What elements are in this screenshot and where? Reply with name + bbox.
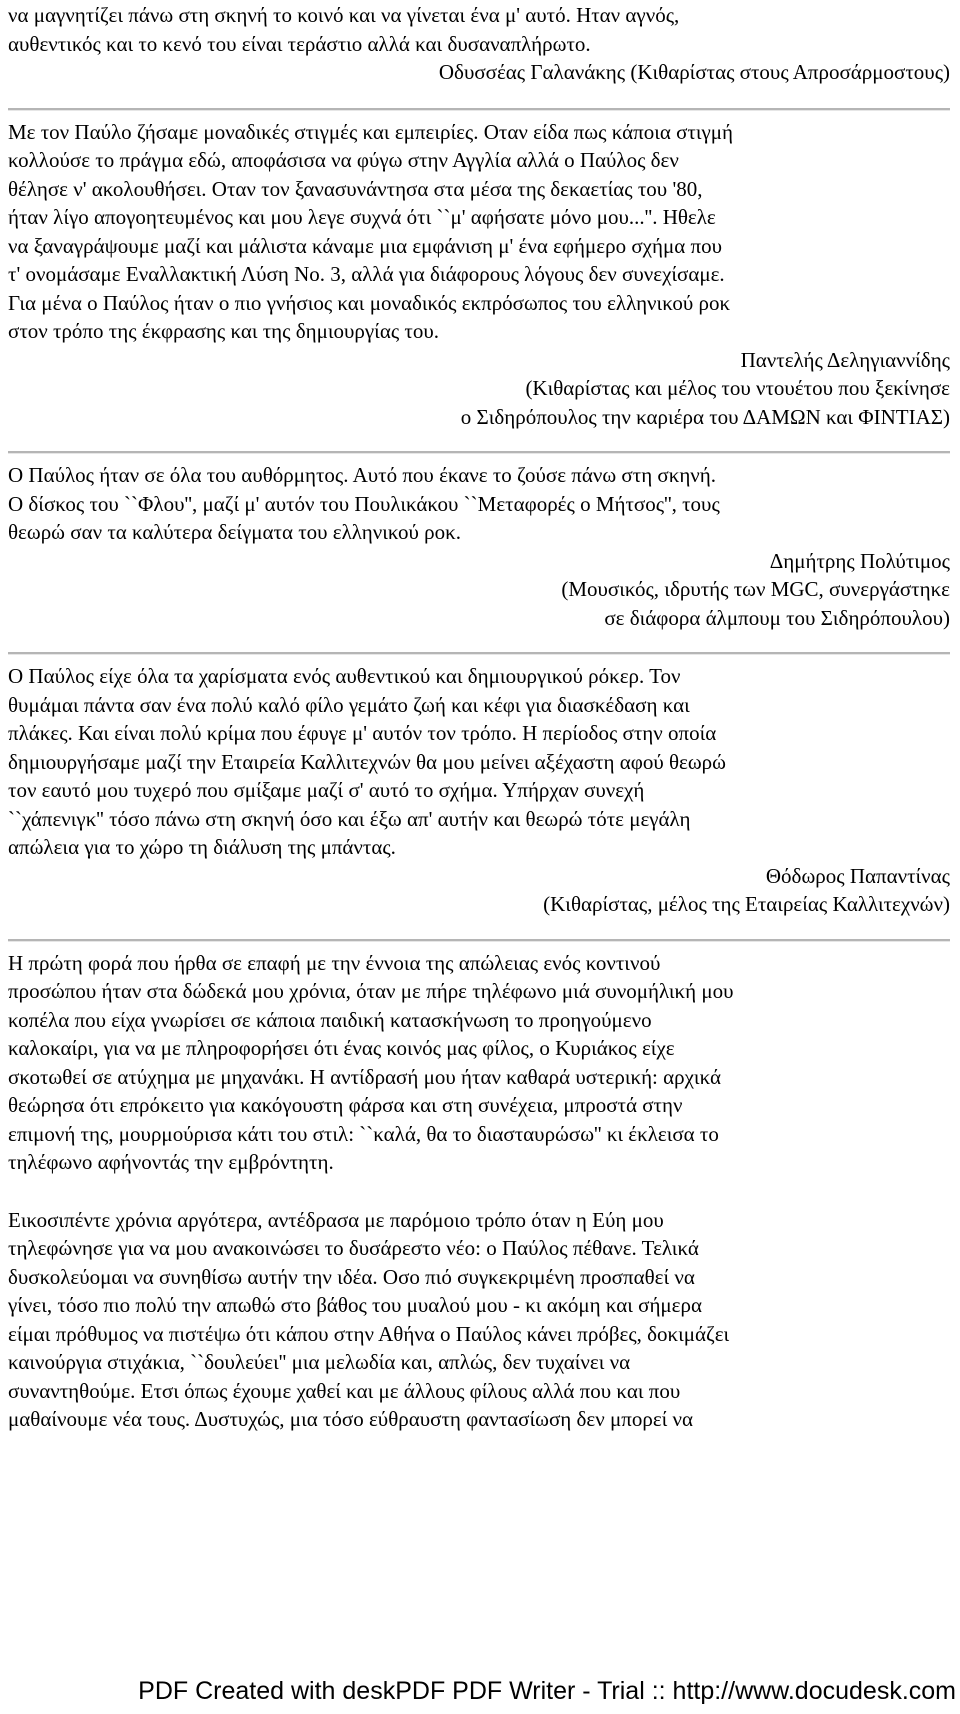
text-line: ήταν λίγο απογοητευμένος και μου λεγε συχνά ότι ``μ' αφήσατε μόνο μου...''. Ηθελε [8,205,716,229]
text-line: Εικοσιπέντε χρόνια αργότερα, αντέδρασα με παρόμοιο τρόπο όταν η Εύη μου [8,1207,664,1232]
text-line: κοπέλα που είχα γνωρίσει σε κάποια παιδική κατασκήνωση το προηγούμενο [8,1007,652,1032]
text-line: πλάκες. Και είναι πολύ κρίμα που έφυγε μ' αυτόν τον τρόπο. Η περίοδος στην οποία [8,721,717,745]
signature-line: ο Σιδηρόπουλος την καριέρα του ΔΑΜΩΝ και ΦΙΝΤΙΑΣ) [460,404,950,429]
paragraph [8,1206,950,1434]
tribute-papantinas [8,662,950,919]
paragraph [8,118,950,346]
signature-line: (Κιθαρίστας, μέλος της Εταιρείας Καλλιτεχνών) [543,892,950,916]
signature-line: Οδυσσέας Γαλανάκης (Κιθαρίστας στους Απροσάρμοστους) [438,60,950,84]
text-line: γίνει, τόσο πιο πολύ την απωθώ στο βάθος του μυαλού μου - κι ακόμη και σήμερα [8,1293,702,1317]
text-line: δημιουργήσαμε μαζί την Εταιρεία Καλλιτεχνών θα μου μείνει αξέχαστη αφού θεωρώ [8,749,726,774]
text-line: αυθεντικός και το κενό του είναι τεράστιο αλλά και δυσαναπλήρωτο. [8,31,591,56]
tribute-galanakis [8,0,950,87]
footer-text: PDF Created with deskPDF PDF Writer - Trial :: http://www.docudesk.com [138,1677,956,1705]
separator-rule [8,451,950,454]
author-text [8,949,950,1434]
text-line: καινούργια στιχάκια, ``δουλεύει'' μια μελωδία και, απλώς, δεν τυχαίνει να [8,1350,631,1374]
text-line: προσώπου ήταν στα δώδεκά μου χρόνια, όταν με πήρε τηλέφωνο μιά συνομήλική μου [8,979,734,1003]
text-line: είμαι πρόθυμος να πιστέψω ότι κάπου στην Αθήνα ο Παύλος κάνει πρόβες, δοκιμάζει [8,1321,730,1346]
pdf-watermark-footer [0,1676,960,1706]
text-line: επιμονή της, μουρμούρισα κάτι του στιλ: ``καλά, θα το διασταυρώσω'' κι έκλεισα το [8,1121,719,1146]
text-line: θυμάμαι πάντα σαν ένα πολύ καλό φίλο γεμάτο ζωή και κέφι για διασκέδαση και [8,692,690,717]
text-line: Με τον Παύλο ζήσαμε μοναδικές στιγμές και εμπειρίες. Οταν είδα πως κάποια στιγμή [8,119,734,144]
signature-line: Παντελής Δεληγιαννίδης [740,347,950,372]
tribute-polytimos [8,461,950,632]
text-line: να μαγνητίζει πάνω στη σκηνή το κοινό και να γίνεται ένα μ' αυτό. Ηταν αγνός, [8,3,680,27]
text-line: θέλησε ν' ακολουθήσει. Οταν τον ξανασυνάντησα στα μέσα της δεκαετίας του '80, [8,176,703,201]
text-line: καλοκαίρι, για να με πληροφορήσει ότι ένας κοινός μας φίλος, ο Κυριάκος είχε [8,1036,675,1060]
text-line: μαθαίνουμε νέα τους. Δυστυχώς, μια τόσο εύθραυστη φαντασίωση δεν μπορεί να [8,1407,694,1431]
signature [8,862,950,919]
text-line: σκοτωθεί σε ατύχημα με μηχανάκι. Η αντίδρασή μου ήταν καθαρά υστερική: αρχικά [8,1064,721,1089]
signature-line: Θόδωρος Παπαντίνας [765,863,950,888]
paragraph [8,1,950,58]
signature-line: (Κιθαρίστας και μέλος του ντουέτου που ξεκίνησε [525,376,950,400]
text-line: θεώρησα ότι επρόκειτο για κακόγουστη φάρσα και στη συνέχεια, μπροστά στην [8,1093,683,1117]
text-line: κολλούσε το πράγμα εδώ, αποφάσισα να φύγω στην Αγγλία αλλά ο Παύλος δεν [8,148,679,172]
paragraph [8,461,950,547]
paragraph [8,662,950,862]
separator-rule [8,108,950,111]
text-line: δυσκολεύομαι να συνηθίσω αυτήν την ιδέα. Οσο πιό συγκεκριμένη προσπαθεί να [8,1264,695,1289]
signature-line: (Μουσικός, ιδρυτής των MGC, συνεργάστηκε [561,577,950,601]
text-line: στον τρόπο της έκφρασης και της δημιουργίας του. [8,319,439,343]
text-line: τηλέφωνο αφήνοντάς την εμβρόντητη. [8,1150,334,1174]
text-line: συναντηθούμε. Ετσι όπως έχουμε χαθεί και με άλλους φίλους αλλά που και που [8,1378,681,1403]
text-line: θεωρώ σαν τα καλύτερα δείγματα του ελληνικού ροκ. [8,520,461,544]
document-page [8,0,950,1434]
signature-line: Δημήτρης Πολύτιμος [769,548,950,573]
tribute-deligiannidis [8,118,950,432]
text-line: Η πρώτη φορά που ήρθα σε επαφή με την έννοια της απώλειας ενός κοντινού [8,950,661,975]
text-line: τ' ονομάσαμε Εναλλακτική Λύση Νο. 3, αλλά για διάφορους λόγους δεν συνεχίσαμε. [8,262,725,286]
signature-line: σε διάφορα άλμπουμ του Σιδηρόπουλου) [604,605,950,630]
text-line: Ο Παύλος ήταν σε όλα του αυθόρμητος. Αυτό που έκανε το ζούσε πάνω στη σκηνή. [8,463,717,487]
text-line: Για μένα ο Παύλος ήταν ο πιο γνήσιος και μοναδικός εκπρόσωπος του ελληνικού ροκ [8,290,731,315]
text-line: τηλεφώνησε για να μου ανακοινώσει το δυσάρεστο νέο: ο Παύλος πέθανε. Τελικά [8,1236,699,1260]
text-line: Ο δίσκος του ``Φλου'', μαζί μ' αυτόν του Πουλικάκου ``Μεταφορές ο Μήτσος'', τους [8,491,720,516]
text-line: απώλεια για το χώρο τη διάλυση της μπάντας. [8,835,396,859]
signature [8,547,950,633]
paragraph [8,949,950,1177]
text-line: Ο Παύλος είχε όλα τα χαρίσματα ενός αυθεντικού και δημιουργικού ρόκερ. Τον [8,664,681,688]
separator-rule [8,652,950,655]
signature [8,58,950,87]
text-line: ``χάπενιγκ'' τόσο πάνω στη σκηνή όσο και έξω απ' αυτήν και θεωρώ τότε μεγάλη [8,806,691,831]
signature [8,346,950,432]
text-line: τον εαυτό μου τυχερό που σμίξαμε μαζί σ' αυτό το σχήμα. Υπήρχαν συνεχή [8,778,645,802]
separator-rule [8,939,950,942]
text-line: να ξαναγράψουμε μαζί και μάλιστα κάναμε μια εμφάνιση μ' ένα εφήμερο σχήμα που [8,233,722,258]
